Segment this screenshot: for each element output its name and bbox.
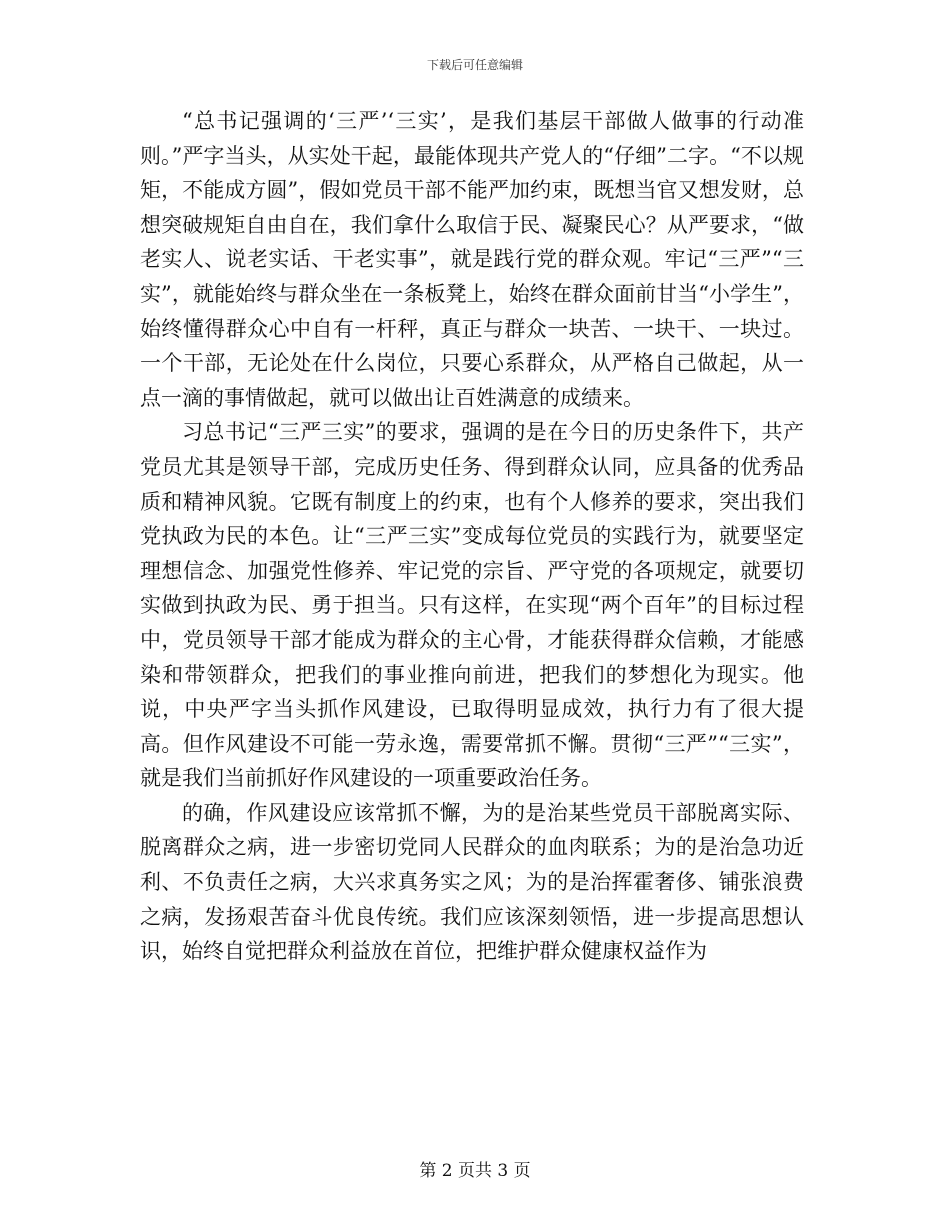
page-header-note: 下载后可任意编辑 (426, 58, 523, 72)
paragraph-1: “总书记强调的‘三严’‘三实’，是我们基层干部做人做事的行动准则。”严字当头，从实处干起，最能体现共产党人的“仔细”二字。“不以规矩，不能成方圆”，假如党员干部不能严加约束，既想当官又想发财，总想突破规矩自由自在，我们拿什么取信于民、凝聚民心？从严要求，“做老实人、说老实话、干老实事”，就是践行党的群众观。牢记“三严”“三实”，就能始终与群众坐在一条板凳上，始终在群众面前甘当“小学生”，始终懂得群众心中自有一杆秤，真正与群众一块苦、一块干、一块过。一个干部，无论处在什么岗位，只要心系群众，从严格自己做起，从一点一滴的事情做起，就可以做出让百姓满意的成绩来。 (140, 109, 804, 410)
paragraph-2: 习总书记“三严三实”的要求，强调的是在今日的历史条件下，共产党员尤其是领导干部，完成历史任务、得到群众认同，应具备的优秀品质和精神风貌。它既有制度上的约束，也有个人修养的要求，突出我们党执政为民的本色。让“三严三实”变成每位党员的实践行为，就要坚定理想信念、加强党性修养、牢记党的宗旨、严守党的各项规定，就要切实做到执政为民、勇于担当。只有这样，在实现“两个百年”的目标过程中，党员领导干部才能成为群众的主心骨，才能获得群众信赖，才能感染和带领群众，把我们的事业推向前进，把我们的梦想化为现实。他说，中央严字当头抓作风建设，已取得明显成效，执行力有了很大提高。但作风建设不可能一劳永逸，需要常抓不懈。贯彻“三严”“三实”，就是我们当前抓好作风建设的一项重要政治任务。 (140, 420, 804, 791)
page-number: 第 2 页共 3 页 (419, 1161, 531, 1181)
paragraph-3: 的确，作风建设应该常抓不懈，为的是治某些党员干部脱离实际、脱离群众之病，进一步密切党同人民群众的血肉联系；为的是治急功近利、不负责任之病，大兴求真务实之风；为的是治挥霍奢侈、铺张浪费之病，发扬艰苦奋斗优良传统。我们应该深刻领悟，进一步提高思想认识，始终自觉把群众利益放在首位，把维护群众健康权益作为 (140, 800, 804, 964)
document-body (140, 104, 804, 969)
